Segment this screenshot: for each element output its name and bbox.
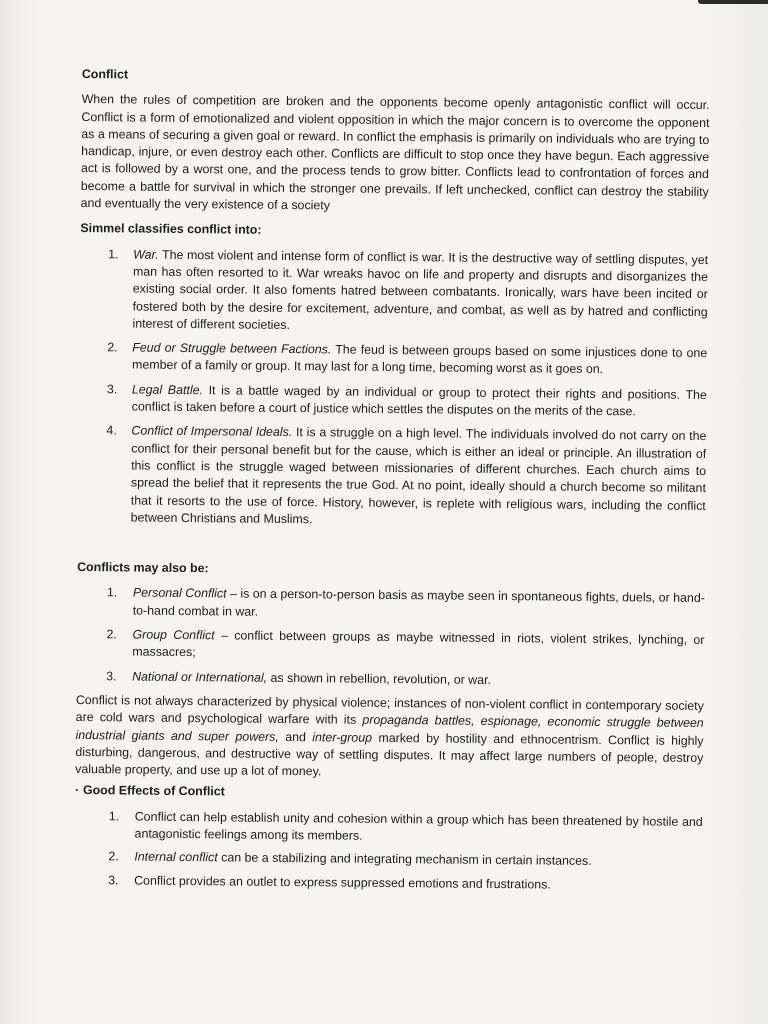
list-term: War. (133, 247, 159, 262)
list-term: Group Conflict (132, 627, 215, 643)
para-text: marked by hostility and ethnocentrism. Conflict is highly disturbing, dangerous, and destructive way of settling disputes. It may affect large numbers of people, destroy valuable property, and use up a lot of money. (75, 730, 704, 779)
list-text: It is a battle waged by an individual or group to protect their rights and positions. The conflict is taken before a court of justice which settles the disputes on the merits of the case. (131, 382, 707, 419)
list-item (74, 872, 702, 895)
list-number: 2. (108, 849, 119, 864)
para-emphasis: inter-group (312, 729, 373, 745)
list-text: Conflict provides an outlet to express suppressed emotions and frustrations. (134, 873, 551, 892)
list-term: Personal Conflict (132, 585, 227, 601)
list-number: 3. (108, 872, 119, 887)
list-item (75, 808, 703, 849)
list-item (77, 584, 705, 625)
conflict-forms-list (76, 584, 705, 691)
list-number: 1. (108, 808, 120, 824)
simmel-types-list (78, 246, 709, 532)
list-text: Conflict can help establish unity and cohesion within a group which has been threatened by hostile and antagonistic feelings among its members. (134, 809, 703, 843)
list-number: 3. (106, 668, 117, 683)
list-number: 2. (107, 340, 118, 355)
list-item (79, 339, 707, 380)
list-text: – conflict between groups as maybe witnessed in riots, violent strikes, lynching, or massacres; (132, 628, 705, 660)
list-item (79, 246, 708, 339)
section-title: Conflict (81, 66, 129, 82)
list-item (74, 848, 702, 871)
list-text: It is a struggle on a high level. The individuals involved do not carry on the conflict for their personal benefit but for the cause, which is either an ideal or principle. An illustration of this conflict is the struggle waged between missionaries of different churches. Each church aims to spread the belief that it represents the true God. At no point, ideally should a church become so militant that it resorts to the use of force. History, however, is replete with religious wars, including the conflict between Christians and Muslims. (130, 425, 707, 527)
list-term: Legal Battle. (131, 382, 204, 397)
good-effects-list (74, 808, 703, 895)
intro-paragraph: When the rules of competition are broken and the opponents become openly antagonistic conflict will occur. Conflict is a form of emotionalized and violent opposition in which the major concern is to overcome the opponent as a means of securing a given goal or reward. In conflict the emphasis is primarily on individuals who are trying to handicap, injure, or even destroy each other. Conflicts are difficult to stop once they have begun. Each aggressive act is followed by a worst one, and the process tends to grow bitter. Conflicts lead to confrontation of forces and become a battle for survival in which the stronger one prevails. If left unchecked, conflict can destroy the stability and eventually the very existence of a society (80, 92, 710, 213)
list-text: The feud is between groups based on some injustices done to one member of a family or group. It may last for a long time, becoming worst as it goes on. (132, 342, 708, 377)
list-text: as shown in rebellion, revolution, or war. (267, 670, 492, 687)
list-text: can be a stabilizing and integrating mechanism in certain instances. (217, 850, 592, 869)
list-item (79, 381, 707, 422)
para-text: Conflict is not always characterized by physical violence; instances of non-violent conflict in contemporary society are cold wars and psychological warfare with its (75, 692, 704, 727)
list-number: 4. (106, 423, 117, 438)
list-item (78, 422, 707, 532)
list-term: Feud or Struggle between Factions. (132, 340, 332, 357)
document-content (74, 62, 710, 901)
list-term: National or International, (132, 669, 268, 685)
list-item (76, 668, 704, 691)
list-item (76, 626, 704, 667)
non-violent-conflict-paragraph (75, 692, 704, 785)
also-heading: Conflicts may also be: (77, 560, 209, 576)
effects-heading-text: Good Effects of Conflict (82, 783, 225, 799)
para-emphasis: propaganda battles, espionage, economic struggle between industrial giants and super powers, (75, 712, 704, 744)
list-number: 1. (106, 585, 118, 600)
list-term: Internal conflict (134, 849, 218, 865)
list-number: 2. (106, 627, 117, 642)
list-number: 3. (106, 382, 118, 397)
effects-heading (75, 782, 703, 805)
list-text: The most violent and intense form of conflict is war. It is the destructive way of settling disputes, yet man has often resorted to it. War wreaks havoc on life and property and disrupts and disorganizes the existing social order. It also foments hatred between combatants. Ironically, wars have been incited or fostered both by the desire for excitement, adventure, and combat, as well as by hatred and conflicting interest of different societies. (132, 247, 709, 332)
para-text: and (278, 729, 313, 744)
simmel-heading: Simmel classifies conflict into: (80, 221, 262, 238)
list-term: Conflict of Impersonal Ideals. (131, 423, 293, 440)
scan-edge-mark (698, 0, 768, 4)
list-number: 1. (108, 246, 119, 262)
list-text: – is on a person-to-person basis as maybe seen in spontaneous fights, duels, or hand-to-hand combat in war. (132, 586, 705, 619)
bullet-mark: · (74, 783, 80, 798)
